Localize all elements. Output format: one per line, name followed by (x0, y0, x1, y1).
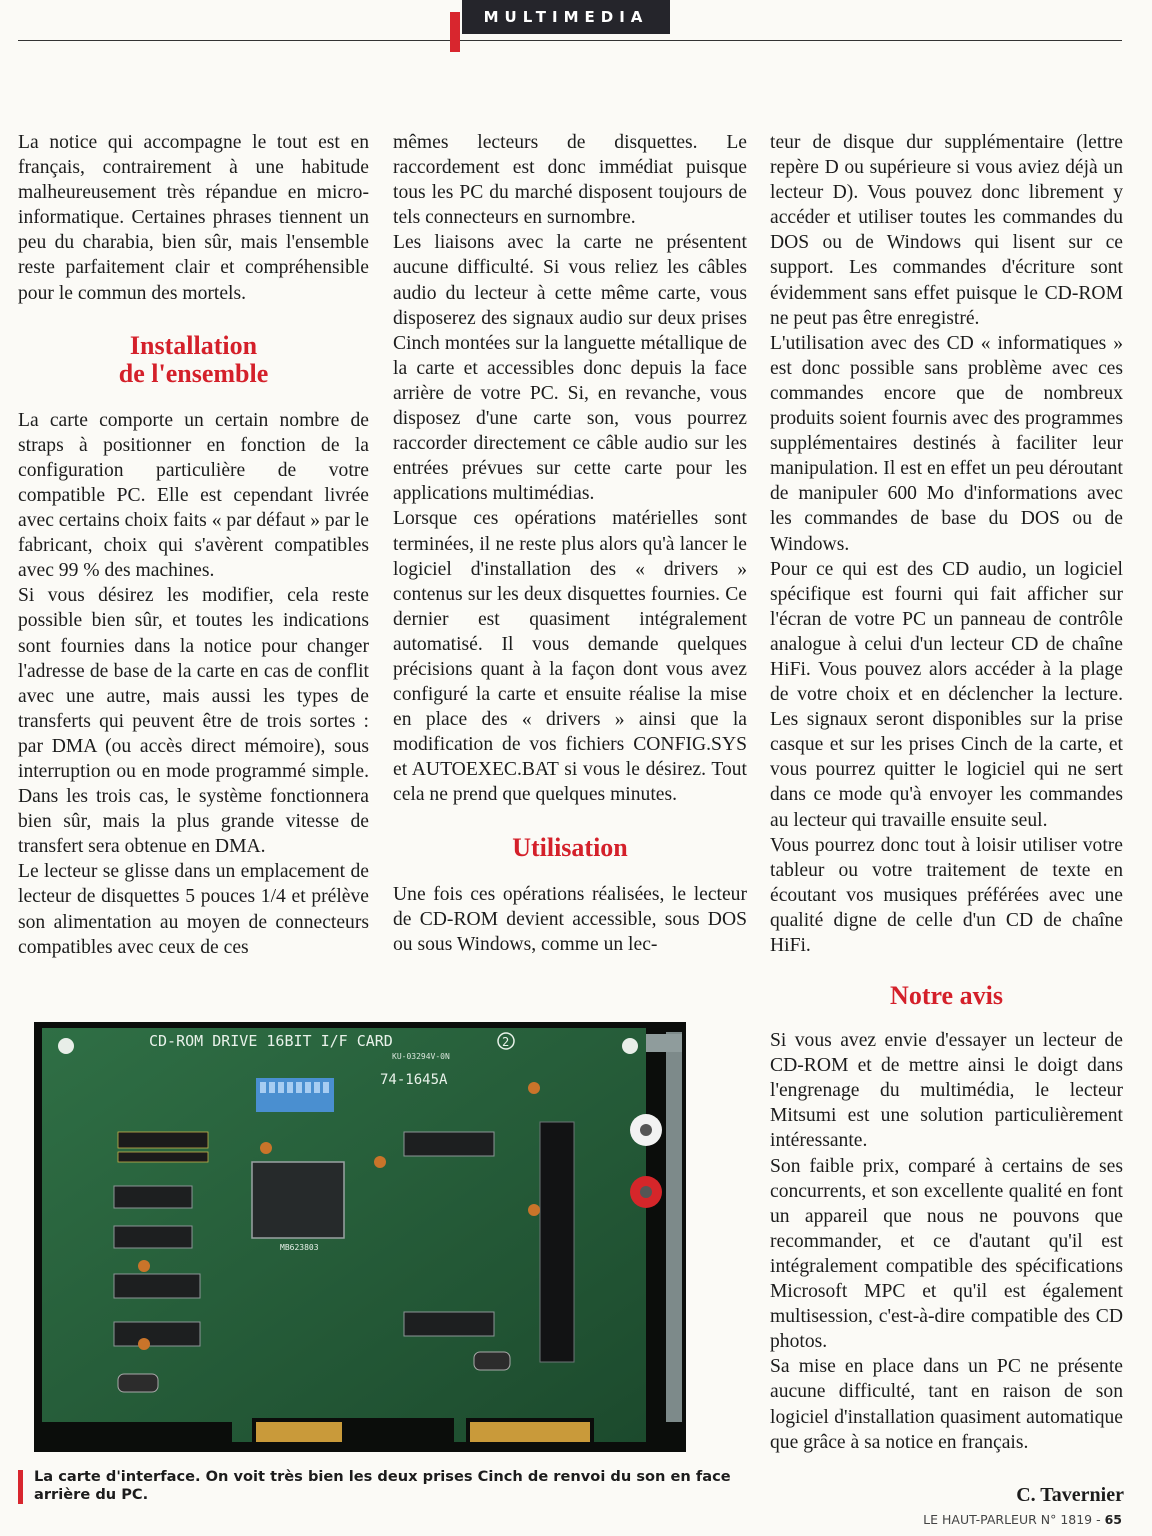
paragraph: L'utilisation avec des CD « informatiques » est donc possible sans problème avec ces commandes encore que de nombreux produits soient fournis avec des programmes supplémentaires destinés à faciliter leur manipulation. Il est en effet un peu déroutant de manipuler 600 Mo d'informations avec les commandes de base du DOS ou de Windows. (770, 332, 1123, 555)
section-heading-notre-avis: Notre avis (890, 981, 1003, 1011)
part-number: 74-1645A (380, 1072, 448, 1088)
column-2 (393, 130, 747, 957)
paragraph: Les liaisons avec la carte ne présentent aucune difficulté. Si vous reliez les câbles audio du lecteur à cette même carte, vous disposerez des signaux audio sur deux prises Cinch montées sur la languette métallique de la carte et accessibles donc depuis la face arrière de votre PC. Si, en revanche, vous disposez d'une carte son, vous pourrez raccorder directement ce câble audio sur les entrées prévues sur cette carte pour les applications multimédias. (393, 232, 747, 505)
paragraph: Sa mise en place dans un PC ne présente aucune difficulté, tant en raison de son logiciel d'installation quasiment automatique que grâce à sa notice en français. (770, 1356, 1123, 1453)
board-code: KU-03294V-0N (392, 1052, 450, 1061)
magazine-name: LE HAUT-PARLEUR N° 1819 - (923, 1512, 1105, 1527)
photo-caption: La carte d'interface. On voit très bien les deux prises Cinch de renvoi du son en face arrière du PC. (34, 1468, 731, 1503)
board-title: CD-ROM DRIVE 16BIT I/F CARD (149, 1032, 393, 1050)
section-heading-utilisation: Utilisation (512, 832, 628, 862)
paragraph: La notice qui accompagne le tout est en français, contrairement à une habitude malheureusement très répandue en micro-informatique. Certaines phrases tiennent un peu du charabia, bien sûr, mais l'ensemble reste parfaitement clair et compréhensible pour le commun des mortels. (18, 132, 369, 304)
mount-hole (622, 1038, 638, 1054)
page-number: 65 (1104, 1512, 1122, 1527)
paragraph: Le lecteur se glisse dans un emplacement de lecteur de disquettes 5 pouces 1/4 et prélève son alimentation au moyen de connecteurs compatibles avec ceux de ces (18, 861, 369, 958)
page-footer (923, 1512, 1122, 1527)
author-signature: C. Tavernier (1016, 1484, 1124, 1506)
paragraph: Pour ce qui est des CD audio, un logiciel spécifique est fourni qui fait afficher sur l'écran de votre PC un panneau de contrôle analogue à celui d'un lecteur CD de chaîne HiFi. Vous pouvez alors accéder à la plage de votre choix et en déclencher la lecture. Les signaux seront disponibles sur la prise casque et sur les prises Cinch de la carte, et vous pourrez quitter le logiciel qui ne sert dans ce mode qu'à envoyer les commandes au lecteur qui travaille ensuite seul. (770, 558, 1123, 831)
caption-accent-bar (18, 1470, 23, 1504)
paragraph: Lorsque ces opérations matérielles sont terminées, il ne reste plus alors qu'à lancer le logiciel d'installation des « drivers » contenus sur les deux disquettes fournies. Ce dernier est quasiment intégralement automatisé. Il vous demande quelques précisions quant à la façon dont vous avez configuré la carte et ensuite réalise la mise en place des « drivers » ainsi que la modification de vos fichiers CONFIG.SYS et AUTOEXEC.BAT si vous le désirez. Tout cela ne prend que quelques minutes. (393, 508, 747, 806)
paragraph: Son faible prix, comparé à certains de ses concurrents, et son excellente qualité en font un appareil que nous ne pouvons que recommander, et ce d'autant qu'il est intégralement compatible des spécifications Microsoft MPC et qu'il est également multisession, c'est-à-dire compatible des CD photos. (770, 1155, 1123, 1353)
board-circle-mark: 2 (502, 1035, 510, 1049)
metal-bracket (666, 1032, 682, 1422)
controller-chip (252, 1162, 344, 1238)
paragraph: Vous pourrez donc tout à loisir utiliser votre tableur ou votre traitement de texte en écoutant vos musiques préférées avec une qualité digne de celle d'un CD de chaîne HiFi. (770, 834, 1123, 956)
paragraph: Si vous désirez les modifier, cela reste possible bien sûr, et toutes les indications sont fournies dans la notice pour changer l'adresse de base de la carte en cas de conflit avec une autre, mais aussi les types de transferts qui peuvent être de trois sortes : par DMA (ou accès direct mémoire), sous interruption ou en mode programmé simple. Dans les trois cas, le système fonctionnera bien sûr, mais la plus grande vitesse de transfert sera obtenue en DMA. (18, 585, 369, 858)
column-1 (18, 130, 369, 960)
section-label: MULTIMEDIA (462, 0, 670, 34)
section-heading-installation: Installation de l'ensemble (118, 330, 269, 388)
paragraph: La carte comporte un certain nombre de straps à positionner en fonction de la configuration particulière de votre compatible PC. Elle est cependant livrée avec certains choix faits « par défaut » par le fabricant, choix qui s'avèrent compatibles avec 99 % des machines. (18, 409, 369, 582)
header-rule (18, 40, 1122, 41)
mount-hole (58, 1038, 74, 1054)
column-3 (770, 130, 1123, 1455)
paragraph: Une fois ces opérations réalisées, le lecteur de CD-ROM devient accessible, sous DOS ou sous Windows, comme un lec- (393, 883, 747, 955)
chip-label: MB623803 (280, 1243, 319, 1252)
interface-card-photo (34, 1022, 686, 1452)
circuit-board-illustration (34, 1022, 686, 1452)
dip-switch (256, 1078, 334, 1112)
ide-connector (540, 1122, 574, 1362)
paragraph: teur de disque dur supplémentaire (lettre repère D ou supérieure si vous aviez déjà un lecteur D). Vous pouvez donc librement y accéder et utiliser toutes les commandes du DOS ou de Windows qui lisent sur ce support. Les commandes d'écriture sont évidemment sans effet puisque le CD-ROM ne peut pas être enregistré. (770, 132, 1123, 329)
paragraph: Si vous avez envie d'essayer un lecteur de CD-ROM et de mettre ainsi le doigt dans l'engrenage du multimédia, le lecteur Mitsumi est une solution particulièrement intéressante. (770, 1030, 1123, 1152)
paragraph: mêmes lecteurs de disquettes. Le raccordement est donc immédiat puisque tous les PC du marché disposent toujours de tels connecteurs en surnombre. (393, 132, 747, 229)
header-accent-bar (450, 12, 460, 52)
